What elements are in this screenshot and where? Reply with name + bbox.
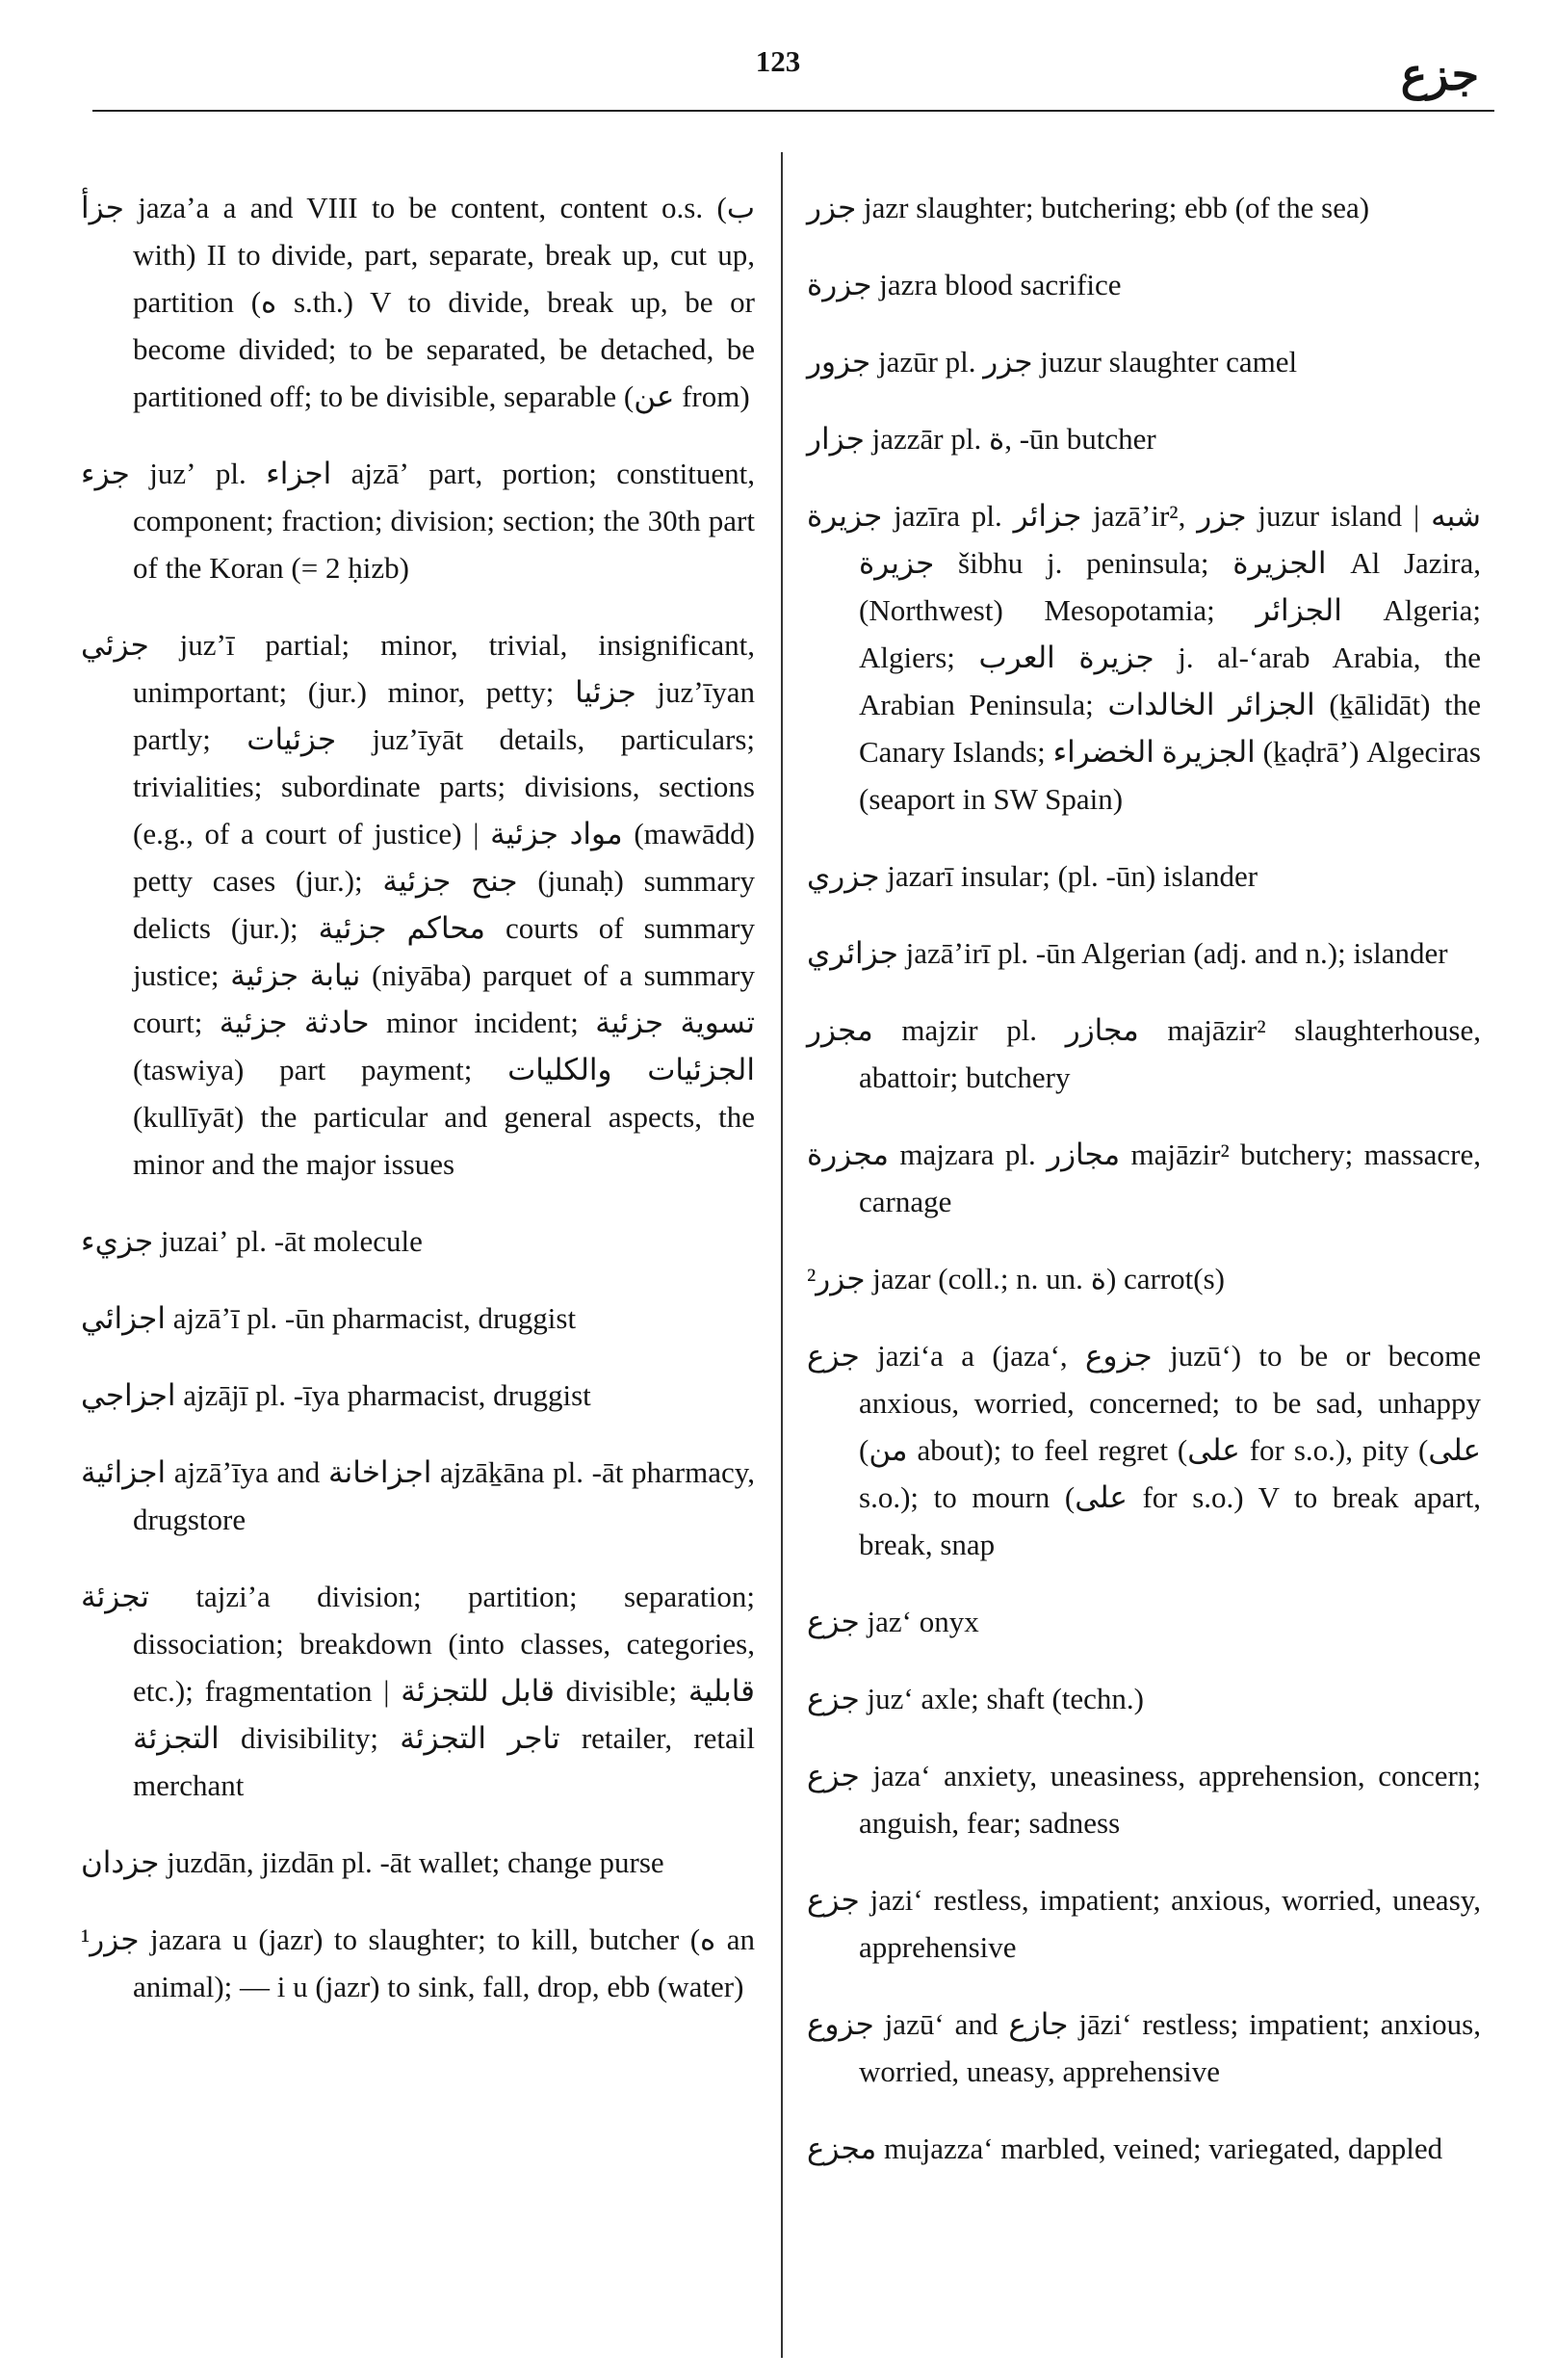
header-rule [92, 110, 1494, 112]
guide-word: جزع [1400, 50, 1479, 99]
entry-jazira: جزيرة jazīra pl. جزائر jazāʼir², جزر juzur island | شبه جزيرة šibhu j. peninsula; الجزيرة Al Jazira, (Northwest) Mesopotamia; الجزائر Algeria; Algiers; جزيرة العرب j. al-ʻarab Arabia, the Arabian Peninsula; الجزائر الخالدات (ḵālidāt) the Canary Islands; الجزيرة الخضراء (ḵaḍrāʼ) Algeciras (seaport in SW Spain) [807, 499, 1482, 816]
entry-jaz: جزع jazʻ onyx [807, 1605, 979, 1638]
page-number: 123 [755, 44, 801, 78]
entry-ajzai: اجزائي ajzāʼī pl. -ūn pharmacist, druggist [81, 1301, 577, 1335]
entry-mujazza: مجزع mujazzaʻ marbled, veined; variegated, dappled [807, 2132, 1443, 2165]
entry-ajzaiya: اجزائية ajzāʼīya and اجزاخانة ajzāḵāna pl. -āt pharmacy, drugstore [81, 1455, 755, 1536]
entry-juzi: جزئي juzʼī partial; minor, trivial, insignificant, unimportant; (jur.) minor, petty; جزئيا juzʼīyan partly; جزئيات juzʼīyāt details, particulars; trivialities; subordinate parts; divisions, sections (e.g., of a court of justice) | مواد جزئية (mawādd) petty cases (jur.); جنح جزئية (junaḥ) summary delicts (jur.); محاكم جزئية courts of summary justice; نيابة جزئية (niyāba) parquet of a summary court; حادثة جزئية minor incident; تسوية جزئية (taswiya) part payment; الجزئيات والكليات (kullīyāt) the particular and general aspects, the minor and the major issues [81, 628, 756, 1181]
entry-jazairi: جزائري jazāʼirī pl. -ūn Algerian (adj. and n.); islander [807, 936, 1448, 970]
entry-jaza-anxiety: جزع jazaʻ anxiety, uneasiness, apprehension, concern; anguish, fear; sadness [807, 1759, 1481, 1840]
entry-jazar: ²جزر jazar (coll.; n. un. ة) carrot(s) [807, 1262, 1225, 1295]
entry-ajzaji: اجزاجي ajzājī pl. -īya pharmacist, druggist [81, 1378, 591, 1412]
entry-jazur: جزور jazūr pl. جزر juzur slaughter camel [807, 345, 1298, 379]
entry-jazi: جزع jaziʻ restless, impatient; anxious, worried, uneasy, apprehensive [807, 1883, 1481, 1964]
entry-juz: جزء juzʼ pl. اجزاء ajzāʼ part, portion; constituent, component; fraction; division; section; the 30th part of the Koran (= 2 ḥizb) [81, 457, 756, 585]
entry-jazara: ¹جزر jazara u (jazr) to slaughter; to kill, butcher (ه an animal); — i u (jazr) to sink, fall, drop, ebb (water) [81, 1922, 755, 2003]
entry-jazzar: جزار jazzār pl. ة, -ūn butcher [807, 422, 1156, 456]
entry-majzara: مجزرة majzara pl. مجازر majāzir² butchery; massacre, carnage [807, 1138, 1481, 1218]
entry-majzir: مجزر majzir pl. مجازر majāzir² slaughterhouse, abattoir; butchery [807, 1013, 1481, 1094]
entry-jazari: جزري jazarī insular; (pl. -ūn) islander [807, 859, 1258, 893]
entry-juzdan: جزدان juzdān, jizdān pl. -āt wallet; change purse [81, 1845, 664, 1879]
right-column [807, 154, 1481, 2189]
column-divider [781, 152, 783, 2358]
entry-juz-axle: جزع juzʻ axle; shaft (techn.) [807, 1682, 1144, 1715]
left-column [81, 154, 755, 2027]
entry-jazra: جزرة jazra blood sacrifice [807, 268, 1122, 301]
entry-juzai: جزيء juzaiʼ pl. -āt molecule [81, 1224, 423, 1258]
entry-jazu: جزوع jazūʻ and جازع jāziʻ restless; impatient; anxious, worried, uneasy, apprehensive [807, 2007, 1481, 2088]
entry-jazia: جزع jaziʻa a (jazaʻ, جزوع juzūʻ) to be or become anxious, worried, concerned; to be sad, unhappy (من about); to feel regret (على for s.o.), pity (على s.o.); to mourn (على for s.o.) V to break apart, break, snap [807, 1339, 1482, 1561]
entry-jazr: جزر jazr slaughter; butchering; ebb (of the sea) [807, 191, 1370, 224]
entry-tajzia: تجزئة tajziʼa division; partition; separation; dissociation; breakdown (into classes, categories, etc.); fragmentation | قابل للتجزئة divisible; قابلية التجزئة divisibility; تاجر التجزئة retailer, retail merchant [81, 1580, 756, 1802]
entry-jaza-a: جزأ jazaʼa a and VIII to be content, content o.s. (ب with) II to divide, part, separate, break up, cut up, partition (ه s.th.) V to divide, break up, be or become divided; to be separated, be detached, be partitioned off; to be divisible, separable (عن from) [81, 191, 756, 413]
